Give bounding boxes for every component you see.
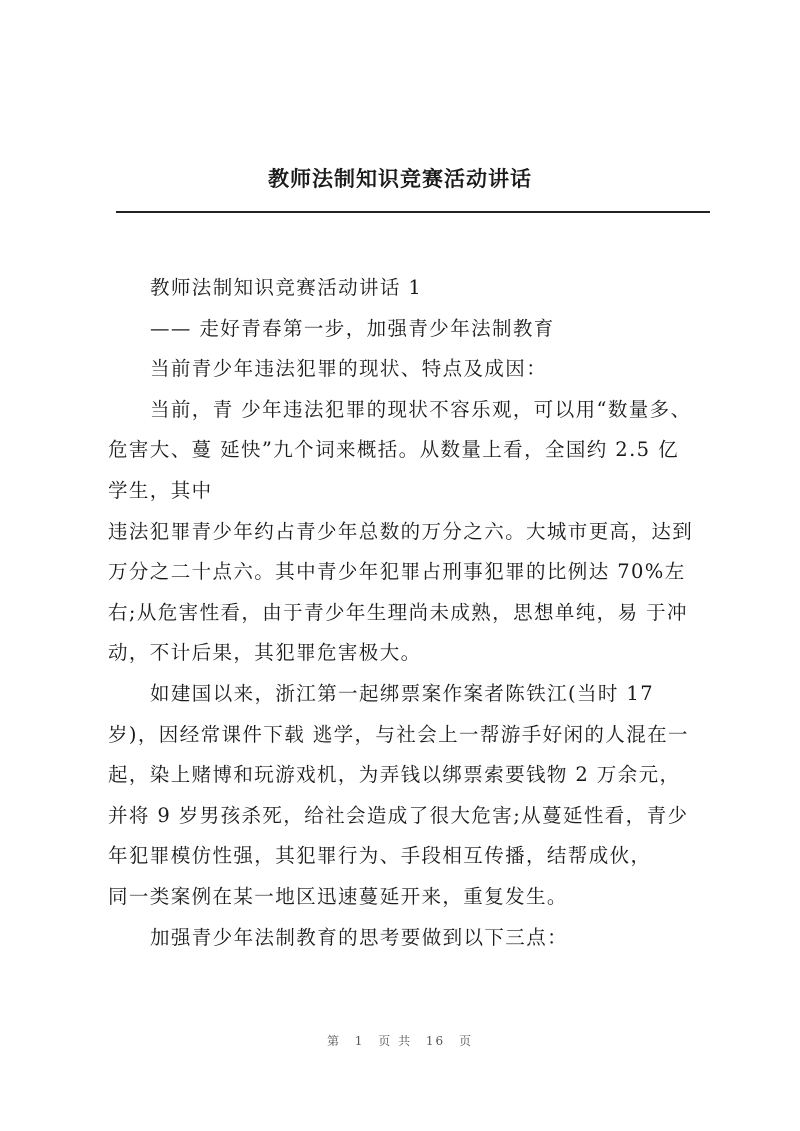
- title-divider: [116, 211, 710, 213]
- paragraph-section-intro: 当前青少年违法犯罪的现状、特点及成因：: [150, 357, 548, 381]
- paragraph-subtitle: —— 走好青春第一步，加强青少年法制教育: [150, 316, 555, 340]
- paragraph: 违法犯罪青少年约占青少年总数的万分之六。大城市更高，达到万分之二十点六。其中青少年犯罪占刑事犯罪的比例达 70%左右;从危害性看，由于青少年生理尚未成熟，思想单纯，易 于冲动，不计后果，其犯罪危害极大。: [108, 519, 694, 665]
- page-footer: [0, 1032, 800, 1049]
- document-title: 教师法制知识竞赛活动讲话: [268, 166, 532, 191]
- document-body: [108, 268, 698, 958]
- paragraph: 如建国以来，浙江第一起绑票案作案者陈铁江(当时 17 岁)，因经常课件下载 逃学，与社会上一帮游手好闲的人混在一起，染上赌博和玩游戏机，为弄钱以绑票索要钱物 2 万余元，并将 9 岁男孩杀死，给社会造成了很大危害;从蔓延性看，青少年犯罪模仿性强，其犯罪行为、手段相互传播，结帮成伙，: [108, 681, 689, 868]
- paragraph: 同一类案例在某一地区迅速蔓延开来，重复发生。: [108, 884, 568, 908]
- footer-page-middle: 页 共: [378, 1034, 413, 1048]
- paragraph: 加强青少年法制教育的思考要做到以下三点：: [150, 925, 569, 949]
- footer-page-number: 1: [354, 1034, 365, 1048]
- footer-page-prefix: 第: [326, 1034, 341, 1048]
- paragraph: 当前，青 少年违法犯罪的现状不容乐观，可以用“数量多、危害大、蔓 延快”九个词来概括。从数量上看，全国约 2.5 亿学生，其中: [108, 397, 692, 502]
- paragraph-heading: 教师法制知识竞赛活动讲话 1: [150, 276, 423, 299]
- footer-page-total: 16: [425, 1034, 446, 1048]
- footer-page-suffix: 页: [459, 1034, 474, 1048]
